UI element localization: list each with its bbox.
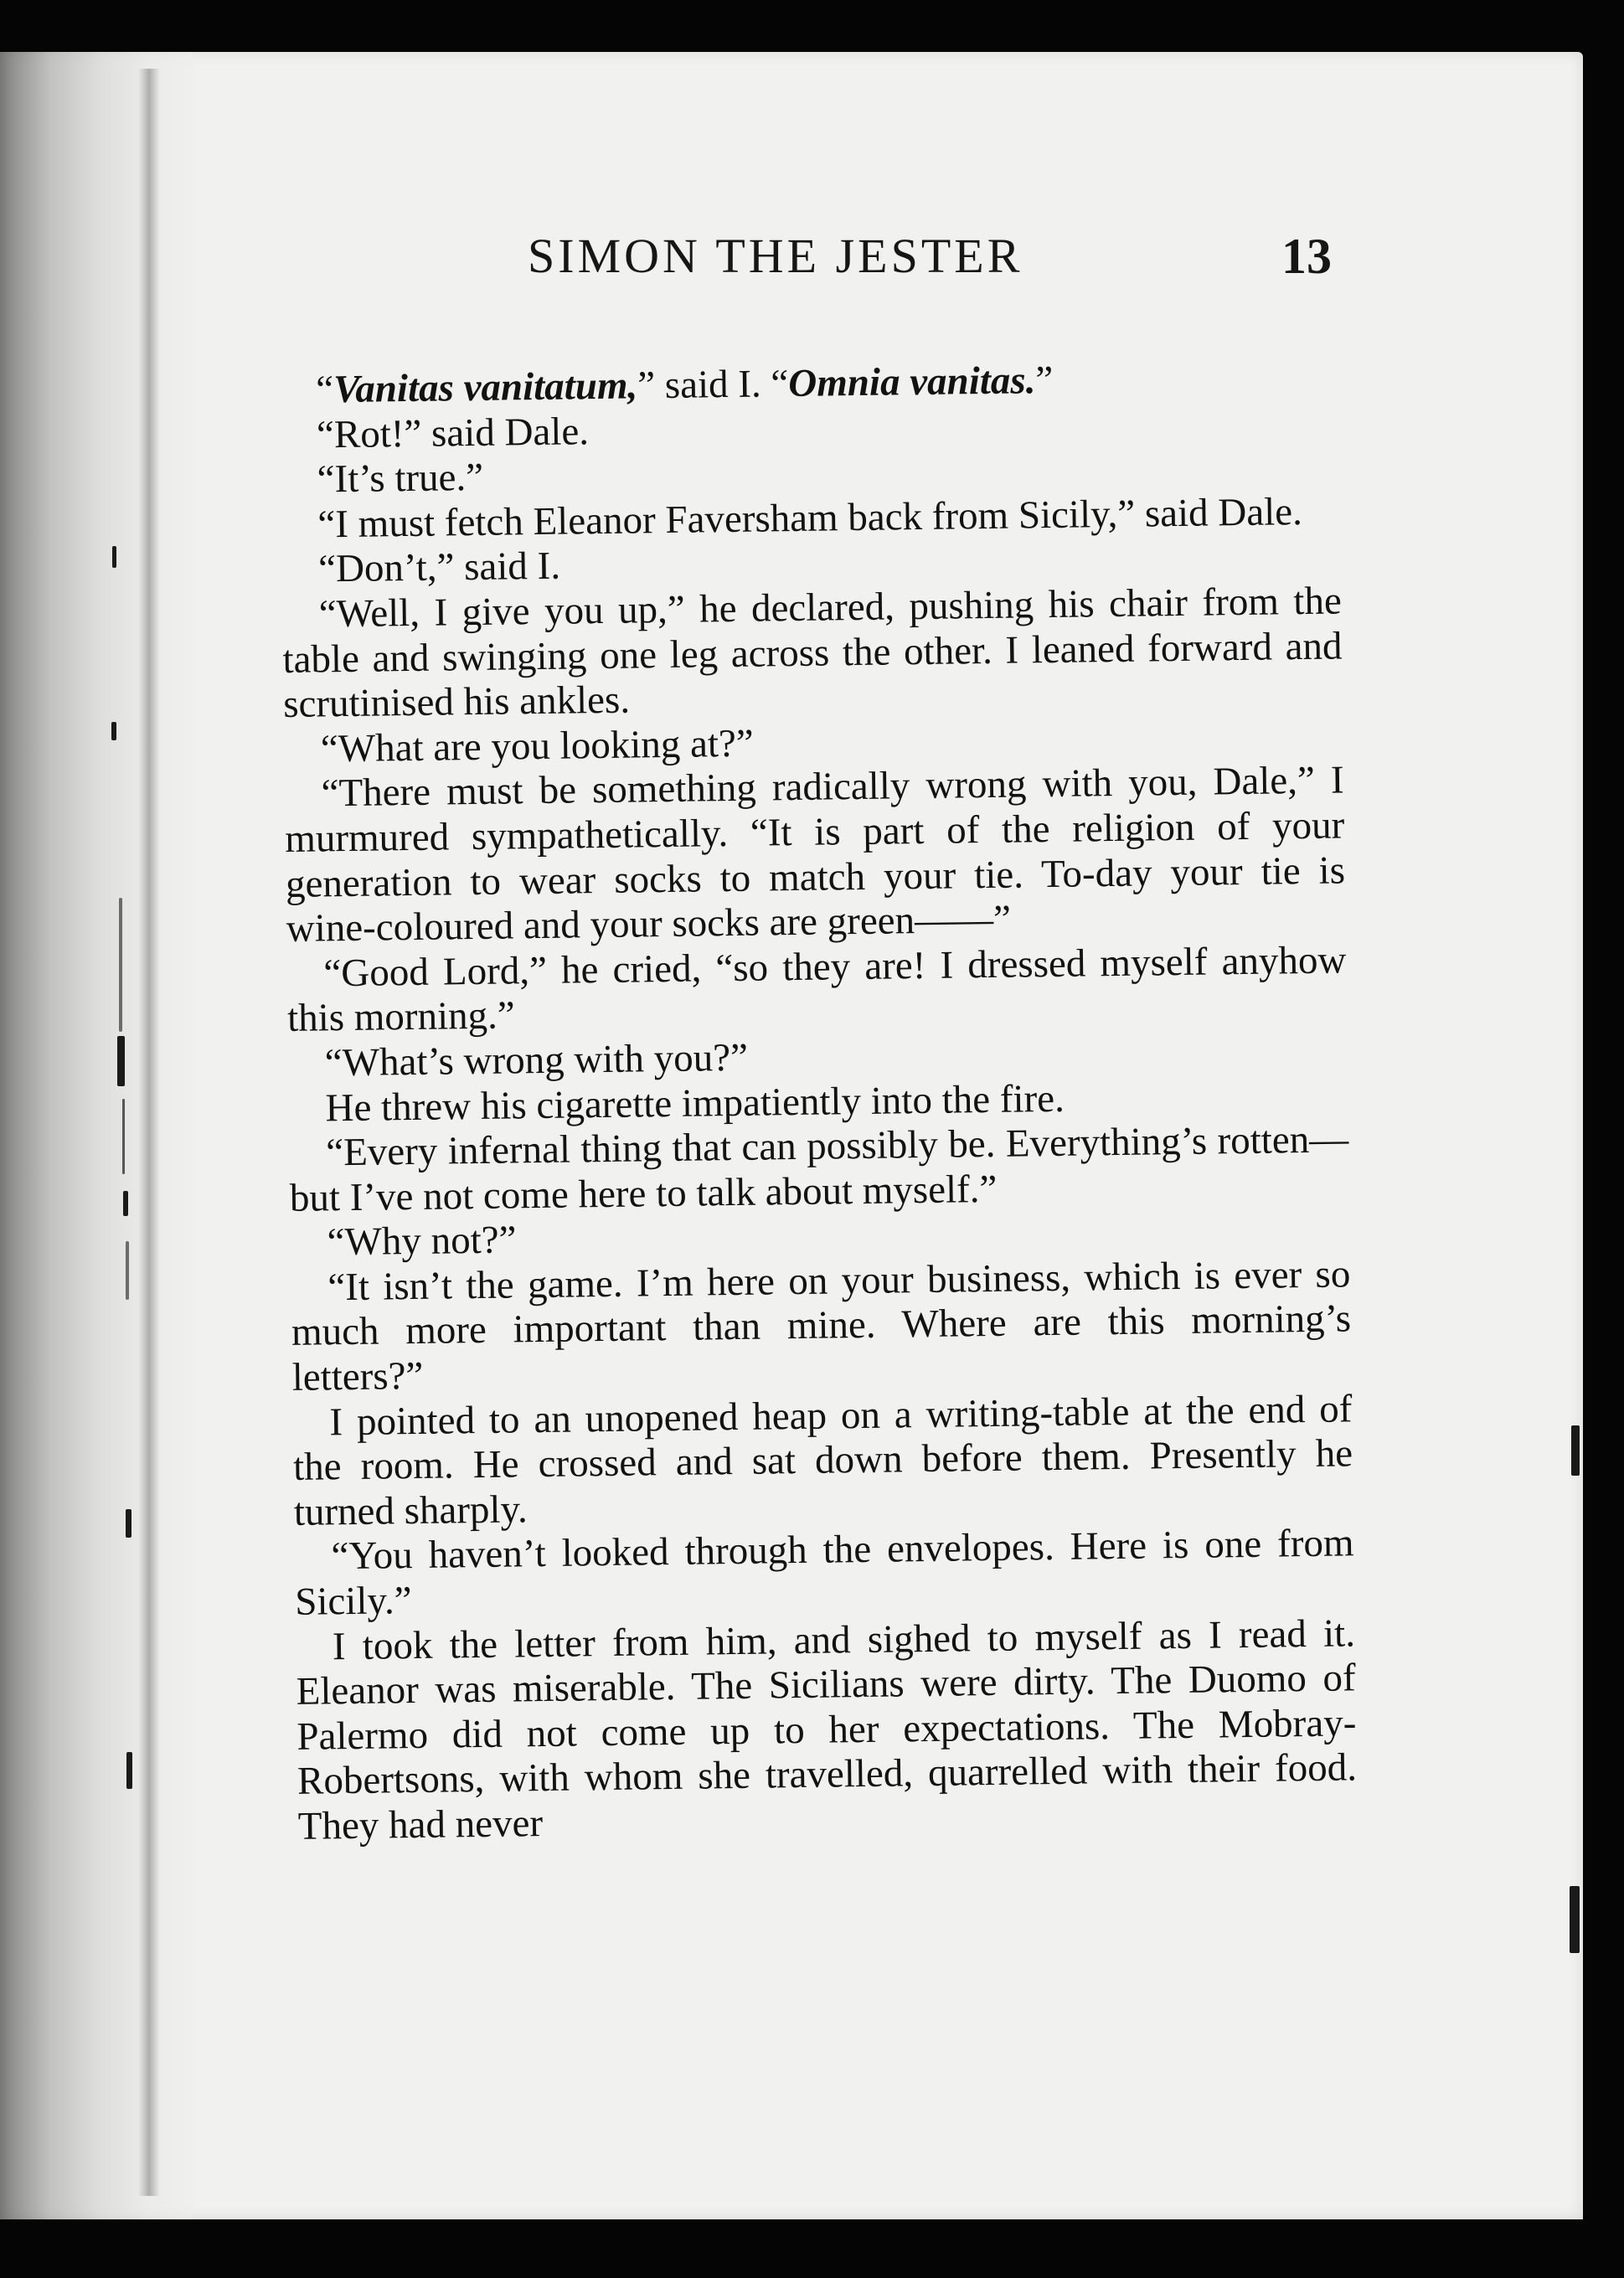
quote-mark: “ bbox=[315, 368, 334, 412]
binding-crease bbox=[138, 69, 160, 2196]
paragraph: “You haven’t looked through the envelopes. Here is one from Sicily.” bbox=[294, 1521, 1354, 1624]
paragraph: “Why not?” bbox=[327, 1218, 517, 1265]
margin-speck bbox=[112, 546, 116, 568]
book-page bbox=[0, 52, 1583, 2219]
dialogue-text: ” said I. “ bbox=[637, 362, 789, 408]
margin-speck bbox=[126, 1509, 131, 1538]
margin-speck bbox=[117, 1036, 125, 1086]
paragraph: I took the letter from him, and sighed to myself as I read it. Eleanor was miserable. The Sicilians were dirty. The Duomo of Palermo did not come up to her expectations. The Mobray-Robertsons, with whom she travelled, quarrelled with their food. They had never bbox=[296, 1611, 1358, 1848]
paragraph: “It isn’t the game. I’m here on your business, which is ever so much more important than mine. Where are this morning’s letters?” bbox=[291, 1252, 1352, 1399]
page-gutter-shadow bbox=[0, 52, 193, 2219]
paragraph: “Well, I give you up,” he declared, pushing his chair from the table and swinging one leg across the other. I leaned forward and scrutinised his ankles. bbox=[282, 579, 1343, 727]
quote-mark: ” bbox=[1035, 358, 1054, 403]
paragraph: “Rot!” said Dale. bbox=[316, 409, 590, 457]
paragraph: “Every infernal thing that can possibly be. Everything’s rotten—but I’ve not come here to talk about myself.” bbox=[289, 1117, 1349, 1220]
margin-speck bbox=[1570, 1886, 1580, 1953]
paragraph: He threw his cigarette impatiently into the fire. bbox=[325, 1076, 1065, 1130]
paragraph: “What’s wrong with you?” bbox=[324, 1035, 749, 1085]
paragraph: “Good Lord,” he cried, “so they are! I dressed myself anyhow this morning.” bbox=[286, 938, 1347, 1041]
margin-speck bbox=[123, 1191, 128, 1216]
latin-phrase: Omnia vanitas. bbox=[787, 358, 1036, 406]
latin-phrase: Vanitas vanitatum, bbox=[333, 363, 638, 412]
paragraph: “Don’t,” said I. bbox=[317, 544, 561, 591]
paragraph: “I must fetch Eleanor Faversham back from Sicily,” said Dale. bbox=[317, 489, 1303, 547]
page-number: 13 bbox=[1281, 229, 1332, 284]
running-title: SIMON THE JESTER bbox=[528, 229, 1023, 283]
page-header bbox=[276, 216, 1332, 308]
paragraph: I pointed to an unopened heap on a writing-table at the end of the room. He crossed and sat down before them. Presently he turned sharply. bbox=[292, 1386, 1353, 1534]
margin-speck bbox=[1571, 1425, 1580, 1476]
paragraph: “It’s true.” bbox=[317, 456, 484, 502]
body-text bbox=[279, 354, 1358, 1849]
margin-speck bbox=[119, 898, 122, 1032]
margin-speck bbox=[126, 1752, 132, 1789]
paragraph: “There must be something radically wrong with you, Dale,” I murmured sympathetically. “It is part of the religion of your generation to wear socks to match your tie. To-day your tie is wine-coloured and your socks are green——” bbox=[285, 758, 1346, 951]
paragraph: “What are you looking at?” bbox=[320, 721, 755, 771]
margin-speck bbox=[111, 722, 116, 740]
margin-speck bbox=[122, 1099, 125, 1174]
margin-speck bbox=[126, 1241, 129, 1300]
